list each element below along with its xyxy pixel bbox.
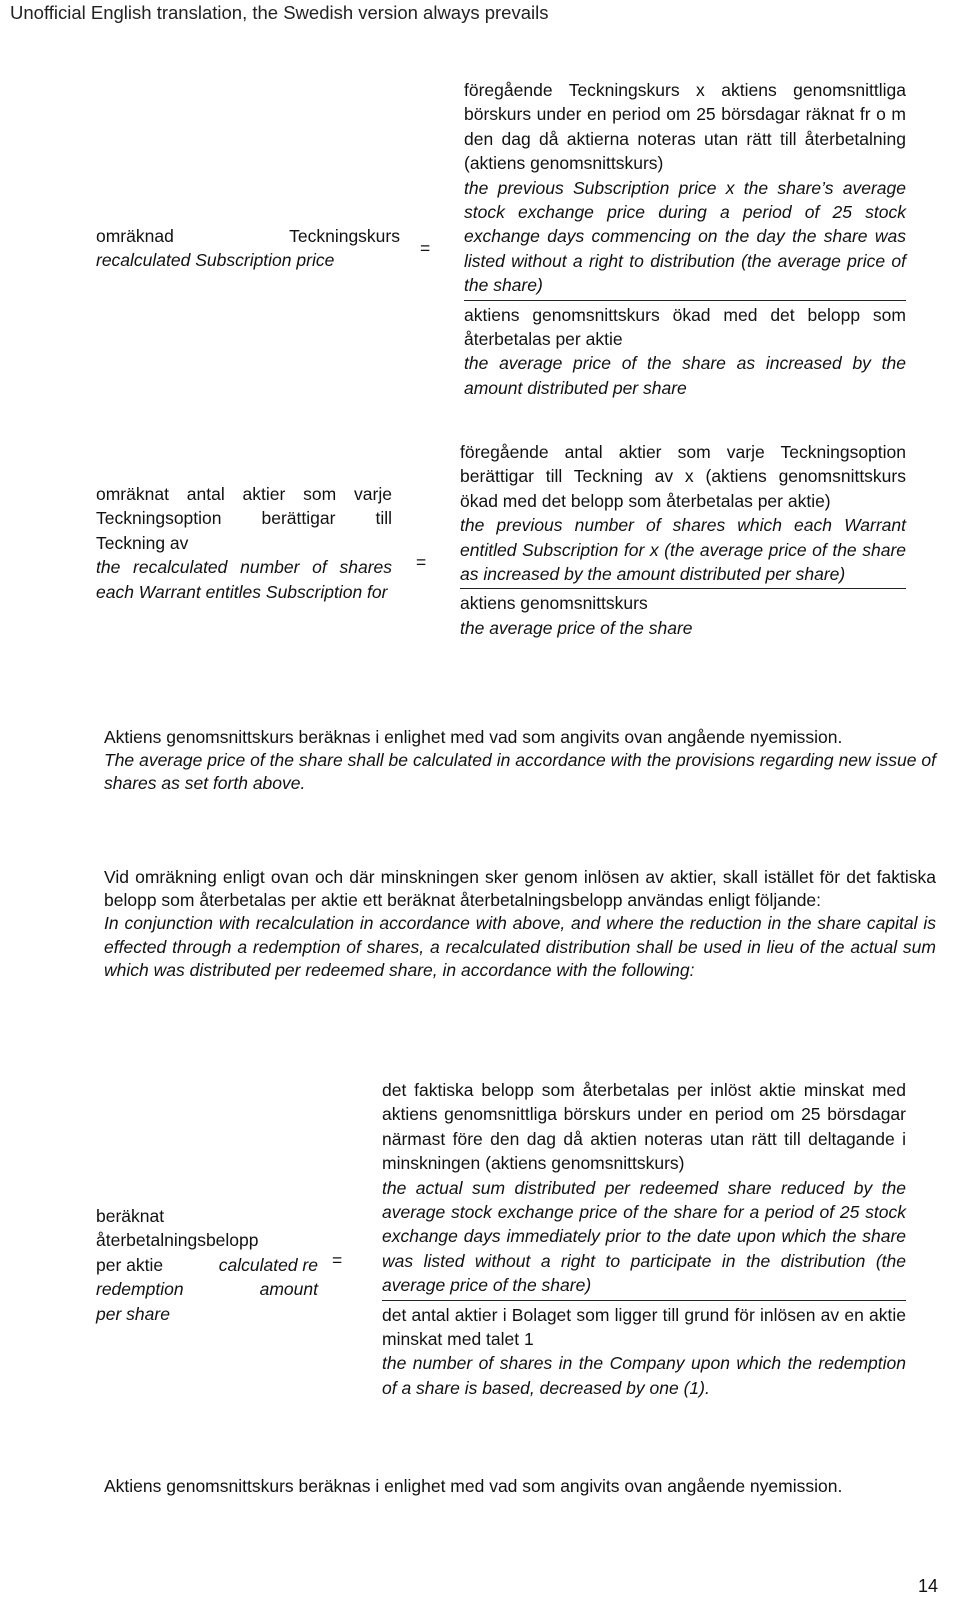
lhs-swedish-line1: beräknat	[96, 1206, 165, 1226]
paragraph-swedish: Aktiens genomsnittskurs beräknas i enlighet med vad som angivits ovan angående nyemission.	[104, 727, 843, 747]
lhs-english-line4a: redemption	[96, 1279, 184, 1300]
formula-lhs	[96, 224, 400, 273]
denominator-english: the number of shares in the Company upon which the redemption of a share is based, decreased by one (1).	[382, 1353, 906, 1398]
paragraph-average-price-final	[104, 1475, 936, 1498]
formula-rhs	[464, 78, 906, 400]
paragraph-english: The average price of the share shall be calculated in accordance with the provisions regarding new issue of shares as set forth above.	[104, 750, 936, 794]
formula-recalculated-number-of-shares	[96, 436, 926, 696]
fraction-line	[464, 300, 906, 301]
lhs-swedish-left: omräknad	[96, 226, 174, 246]
denominator-english: the average price of the share as increased by the amount distributed per share	[464, 353, 906, 398]
formula-lhs	[96, 482, 392, 604]
paragraph-english: In conjunction with recalculation in accordance with above, and where the reduction in the share capital is effected through a redemption of shares, a recalculated distribution shall be used in lieu of the actual sum which was distributed per redeemed share, in accordance with the following:	[104, 913, 936, 980]
formula-calculated-redemption-amount	[96, 1078, 926, 1448]
lhs-swedish-line2: återbetalningsbelopp	[96, 1230, 259, 1251]
equals-sign: =	[420, 238, 431, 258]
paragraph-swedish: Aktiens genomsnittskurs beräknas i enlighet med vad som angivits ovan angående nyemission.	[104, 1476, 843, 1496]
lhs-english: recalculated Subscription price	[96, 250, 335, 271]
formula-rhs	[382, 1078, 906, 1400]
page-number: 14	[917, 1576, 938, 1596]
numerator-swedish: föregående Teckningskurs x aktiens genomsnittliga börskurs under en period om 25 börsdagar räknat fr o m den dag då aktierna noteras utan rätt till återbetalning (aktiens genomsnittskurs)	[464, 80, 906, 174]
denominator-swedish: det antal aktier i Bolaget som ligger till grund för inlösen av en aktie minskat med talet 1	[382, 1304, 906, 1350]
paragraph-redemption	[104, 866, 936, 982]
equals-sign: =	[416, 552, 427, 572]
paragraph-swedish: Vid omräkning enligt ovan och där minskningen sker genom inlösen av aktier, skall istället för det faktiska belopp som återbetalas per aktie ett beräknat återbetalningsbelopp användas enligt följande:	[104, 867, 936, 911]
numerator-english: the actual sum distributed per redeemed share reduced by the average stock exchange price of the share for a period of 25 stock exchange days immediately prior to the date upon which the share was listed without a right to participate in the distribution (the average price of the share)	[382, 1177, 906, 1296]
lhs-english: the recalculated number of shares each Warrant entitles Subscription for	[96, 557, 392, 602]
formula-rhs	[460, 440, 906, 640]
fraction-line	[460, 588, 906, 589]
denominator-swedish: aktiens genomsnittskurs	[460, 593, 648, 614]
numerator-english: the previous number of shares which each Warrant entitled Subscription for x (the average price of the share as increased by the amount distributed per share)	[460, 515, 906, 585]
lhs-english-line5: per share	[96, 1303, 170, 1324]
page-header: Unofficial English translation, the Swedish version always prevails	[10, 2, 549, 23]
formula-recalculated-subscription-price	[96, 74, 926, 414]
lhs-english-line4b: amount	[259, 1279, 318, 1300]
numerator-swedish: det faktiska belopp som återbetalas per inlöst aktie minskat med aktiens genomsnittliga börskurs under en period om 25 börsdagar närmast före den dag då aktien noteras utan rätt till deltagande i minskningen (aktiens genomsnittskurs)	[382, 1080, 906, 1174]
lhs-swedish-right: Teckningskurs	[289, 226, 400, 246]
denominator-english: the average price of the share	[460, 617, 693, 638]
lhs-swedish: omräknat antal aktier som varje Teckningsoption berättigar till Teckning av	[96, 484, 392, 553]
numerator-swedish: föregående antal aktier som varje Teckningsoption berättigar till Teckning av x (aktiens genomsnittskurs ökad med det belopp som återbetalas per aktie)	[460, 442, 906, 511]
formula-lhs	[96, 1204, 318, 1326]
lhs-english-line3: calculated re	[218, 1254, 318, 1275]
equals-sign: =	[332, 1250, 343, 1270]
numerator-english: the previous Subscription price x the share’s average stock exchange price during a period of 25 stock exchange days commencing on the day the share was listed without a right to distribution (the average price of the share)	[464, 177, 906, 296]
paragraph-average-price	[104, 726, 936, 796]
fraction-line	[382, 1300, 906, 1301]
lhs-swedish-line3: per aktie	[96, 1254, 164, 1275]
denominator-swedish: aktiens genomsnittskurs ökad med det belopp som återbetalas per aktie	[464, 304, 906, 350]
